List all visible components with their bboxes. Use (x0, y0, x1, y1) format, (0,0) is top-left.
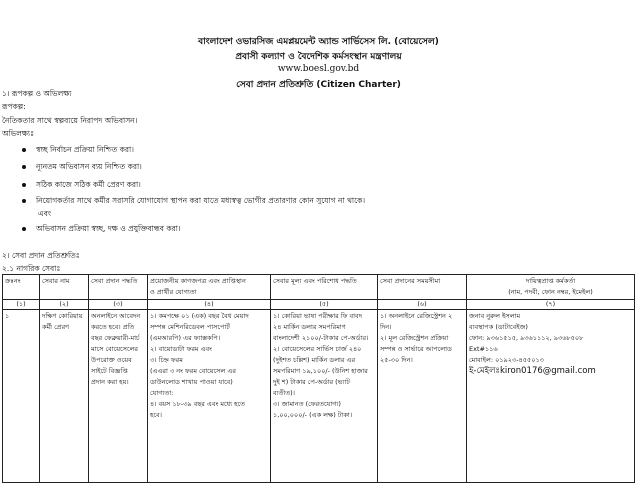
bullet-icon (22, 199, 26, 203)
column-number-row (3, 300, 635, 310)
bullet-icon (22, 183, 26, 187)
cell-line: অনলাইনে আবেদন (91, 312, 141, 320)
column-number: (৬) (378, 300, 467, 310)
cell-line: বছর ফেব্রুয়ারী-মার্চ (91, 334, 140, 342)
mission-label: অভিলক্ষ্যঃ (2, 129, 35, 138)
cell-line: মোবাইল: ০১৯২৩-৪৫৫০১৩ (469, 356, 544, 364)
officer-email-link[interactable]: ই-মেইলঃkiron0176@gmail.com (469, 366, 596, 376)
cell-line: মাসে বোয়েসেলের (91, 345, 138, 353)
cell-line: দিন। (380, 323, 392, 331)
bullet-icon (22, 148, 26, 152)
cell-line: ৪। বয়স ১৮-৩৯ বছর এবং মধ্যে হতে (150, 400, 246, 408)
cell-line: দুই শ) টাকার পে-অর্ডার (ভ্যাট (273, 378, 350, 386)
website-link[interactable]: www.boesl.gov.bd (277, 64, 360, 74)
vision-label: রূপকল্প: (2, 102, 26, 111)
header-line: (নাম, পদবী, ফোন নম্বর, ইমেইল) (508, 288, 593, 296)
cell-line: ব্যতীত)। (273, 389, 295, 397)
cell-line: প্রদান করা হয়। (91, 378, 129, 386)
table-header-row (3, 275, 635, 300)
mission-item (22, 224, 181, 236)
cell-timeline (378, 310, 467, 483)
mission-item (22, 145, 134, 157)
charter-title: সেবা প্রদান প্রতিশ্রুতি (Citizen Charter) (236, 80, 401, 90)
cell-line: ১। অনলাইনে রেজিস্ট্রেশন ২ (380, 312, 453, 320)
cell-fee (271, 310, 378, 483)
mission-text: ন্যূনতম অভিবাসন ব্যয় নিশ্চিত করা। (36, 162, 142, 171)
cell-line: ৩। চিহ্ন ফরম (150, 356, 183, 364)
cell-line: ২৪ মার্কিন ডলার সমপরিমাণ (273, 323, 346, 331)
cell-line: ২৫-৩০ দিন। (380, 356, 413, 364)
section1-heading: ১। রূপকল্প ও অভিলক্ষ্য (2, 89, 72, 98)
cell-line: সম্পন্ন মেশিনরিডেবল পাসপোর্ট (150, 323, 230, 331)
header-line: প্রয়োজনীয় কাগজপত্র এবং প্রাপ্তিস্থান (150, 277, 246, 285)
cell-line: দক্ষিণ কোরিয়ায় (42, 312, 83, 320)
cell-line: করতে হবে। প্রতি (91, 323, 135, 331)
header-fee: সেবার মূল্য এবং পরিশোধ পদ্ধতি (271, 275, 378, 300)
header-timeline: সেবা প্রদানের সময়সীমা (378, 275, 467, 300)
section2-heading: ২। সেবা প্রদান প্রতিশ্রুতিঃ (2, 251, 80, 260)
column-number: (২) (40, 300, 89, 310)
cell-line: ২। মূল রেজিস্ট্রেশন প্রক্রিয়া (380, 334, 449, 342)
header-line: দায়িত্বপ্রাপ্ত কর্মকর্তা (525, 277, 576, 285)
cell-serial: ১ (3, 310, 40, 483)
cell-documents (148, 310, 271, 483)
cell-line: (দুইশত চল্লিশ) মার্কিন ডলার এর (273, 356, 356, 364)
header-serial: ক্রঃনং (3, 275, 40, 300)
citizen-service-table (2, 274, 635, 483)
bullet-icon (22, 227, 26, 231)
mission-text: অভিবাসন প্রক্রিয়া স্বচ্ছ, দক্ষ ও প্রযুক্তিবান্ধব করা। (36, 224, 181, 233)
mission-text: স্বচ্ছ নির্বাচন প্রক্রিয়া নিশ্চিত করা। (36, 145, 134, 154)
cell-line: জনাব নুরুল ইসলাম (469, 312, 521, 320)
mission-item (22, 180, 141, 192)
org-title: বাংলাদেশ ওভারসিজ এমপ্লয়মেন্ট অ্যান্ড সার্ভিসেস লি. (বোয়েসেল) (198, 37, 439, 47)
and-word: এবং (38, 209, 52, 218)
header-line: ও প্রার্থীর যোগ্যতা (150, 288, 197, 296)
ministry-title: প্রবাসী কল্যাণ ও বৈদেশিক কর্মসংস্থান মন্ত্রণালয় (235, 52, 402, 62)
cell-line: ১,০০,০০০/- (এক লক্ষ) টাকা। (273, 411, 353, 419)
column-number: (১) (3, 300, 40, 310)
cell-line: ২। বোয়েসেলের সার্ভিস চার্জ ২৪০ (273, 345, 362, 353)
cell-line: ডাউনলোড শাখায় পাওয়া যাবে) (150, 378, 233, 386)
column-number: (৭) (467, 300, 635, 310)
cell-line: যোগ্যতা: (150, 389, 174, 397)
cell-officer (467, 310, 635, 483)
cell-line: (এমআরপি) এর ফ্যাক্সকপি। (150, 334, 221, 342)
cell-line: হবে। (150, 411, 162, 419)
cell-line: ব্যবস্থাপক (ডাটাবেইজ) (469, 323, 528, 331)
table-row (3, 310, 635, 483)
cell-line: ৩। জামানত (ফেরতযোগ্য) (273, 400, 341, 408)
cell-line: সাইটে বিজ্ঞপ্তি (91, 367, 128, 375)
cell-line: ১। কমপক্ষে ০১ (এক) বছর বৈধ মেয়াদ (150, 312, 249, 320)
mission-item (22, 196, 365, 208)
mission-text: সঠিক কাজে সঠিক কর্মী প্রেরণ করা। (36, 180, 141, 189)
mission-text: নিয়োগকর্তার সাথে কর্মীর সরাসরি যোগাযোগ স্থাপন করা যাতে মধ্যস্বত্ব ভোগীর প্রতারণার কোন সুযোগ না থাকে। (36, 196, 366, 205)
cell-service-method (89, 310, 148, 483)
header-documents (148, 275, 271, 300)
cell-line: উপরোক্ত ওয়েব (91, 356, 132, 364)
cell-line: বাংলাদেশী ২১০০/-টাকার পে-অর্ডার। (273, 334, 369, 342)
cell-service-name (40, 310, 89, 483)
header-officer (467, 275, 635, 300)
header-service-method: সেবা প্রদান পদ্ধতি (89, 275, 148, 300)
mission-item (22, 162, 142, 174)
column-number: (৫) (271, 300, 378, 310)
cell-line: ১। কোরিয়া ভাষা পরীক্ষার ফি বাবদ (273, 312, 363, 320)
column-number: (৩) (89, 300, 148, 310)
cell-line: Ext#১১৬ (469, 345, 498, 353)
cell-line: ২। বায়োডাটা ফরম এবং (150, 345, 212, 353)
cell-line: সমপরিমাণ ১৯,১০০/- (উনিশ হাজার (273, 367, 368, 375)
cell-line: সম্পন্ন ও সার্ভারে আপলোড (380, 345, 452, 353)
column-number: (৪) (148, 300, 271, 310)
cell-line: কর্মী প্রেরণ (42, 323, 70, 331)
bullet-icon (22, 165, 26, 169)
section2-subheading: ২.১ নাগরিক সেবাঃ (2, 264, 61, 273)
header-service-name: সেবার নাম (40, 275, 89, 300)
cell-line: ফোন: ৯৩৬১৫১৫, ৯৩৬১১১২, ৯৩৬৮৫০৮ (469, 334, 584, 342)
vision-text: নৈতিকতার সাথে স্বল্পব্যয়ে নিরাপদ অভিবাসন। (2, 116, 138, 125)
cell-line: (এএরা ৩ নং ফরম বোয়েসেল এর (150, 367, 236, 375)
